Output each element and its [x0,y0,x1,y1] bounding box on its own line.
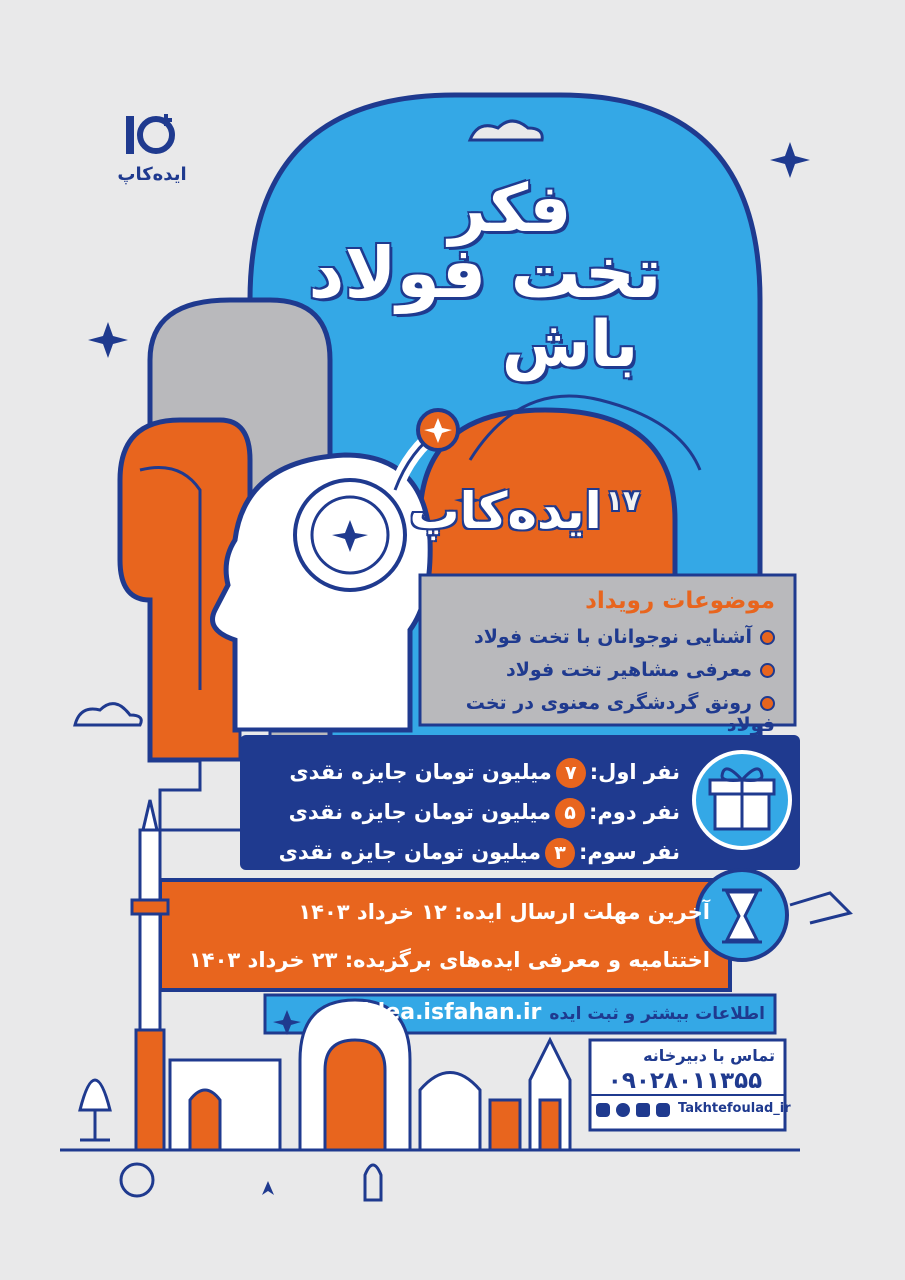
title-line-2: تخت فولاد [308,232,662,314]
ideacup-mark-icon [122,112,178,158]
event-name: ایده‌کاپ [409,482,602,540]
cloud-left-icon [75,704,141,725]
footer-logo-municipality [121,1164,153,1196]
edition-number: ۱۷ [605,484,640,518]
topic-item: رونق گردشگری معنوی در تخت فولاد [465,692,775,736]
ideacup-logo [112,112,192,192]
ideacup-edition [409,482,640,540]
footer-logo-takhtefoulad [365,1165,381,1200]
footer-logo-tourism [262,1181,274,1195]
deadline-text: آخرین مهلت ارسال ایده: ۱۲ خرداد ۱۴۰۳ [298,900,710,924]
closing-text: اختتامیه و معرفی ایده‌های برگزیده: ۲۳ خرداد ۱۴۰۳ [188,948,710,972]
website-link[interactable]: idea.isfahan.ir [362,1000,542,1025]
prize-first: نفر اول:۷میلیون تومان جایزه نقدی [250,758,680,788]
star-icon [88,322,128,358]
tree-icon [80,1080,110,1140]
bullet-icon [760,696,775,711]
ideacup-logo-word: ایده‌کاپ [117,164,187,185]
contact-phone[interactable]: ۰۹۰۲۸۰۱۱۳۵۵ [607,1068,763,1094]
title-line-3: باش [501,308,639,382]
prize-third: نفر سوم:۳میلیون تومان جایزه نقدی [250,838,680,868]
website-label: اطلاعات بیشتر و ثبت ایده [549,1004,765,1024]
bullet-icon [760,630,775,645]
prize-second: نفر دوم:۵میلیون تومان جایزه نقدی [250,798,680,828]
topic-item: آشنایی نوجوانان با تخت فولاد [420,626,775,648]
topics-heading: موضوعات رویداد [585,588,775,614]
title-line-1: فکر [448,170,572,247]
contact-label: تماس با دبیرخانه [643,1046,775,1065]
website-info [270,1000,765,1025]
social-handle[interactable]: Takhtefoulad_ir [678,1101,791,1116]
topic-item: معرفی مشاهیر تخت فولاد [420,659,775,681]
star-icon [770,142,810,178]
bullet-icon [760,663,775,678]
deadline-panel [160,880,730,990]
